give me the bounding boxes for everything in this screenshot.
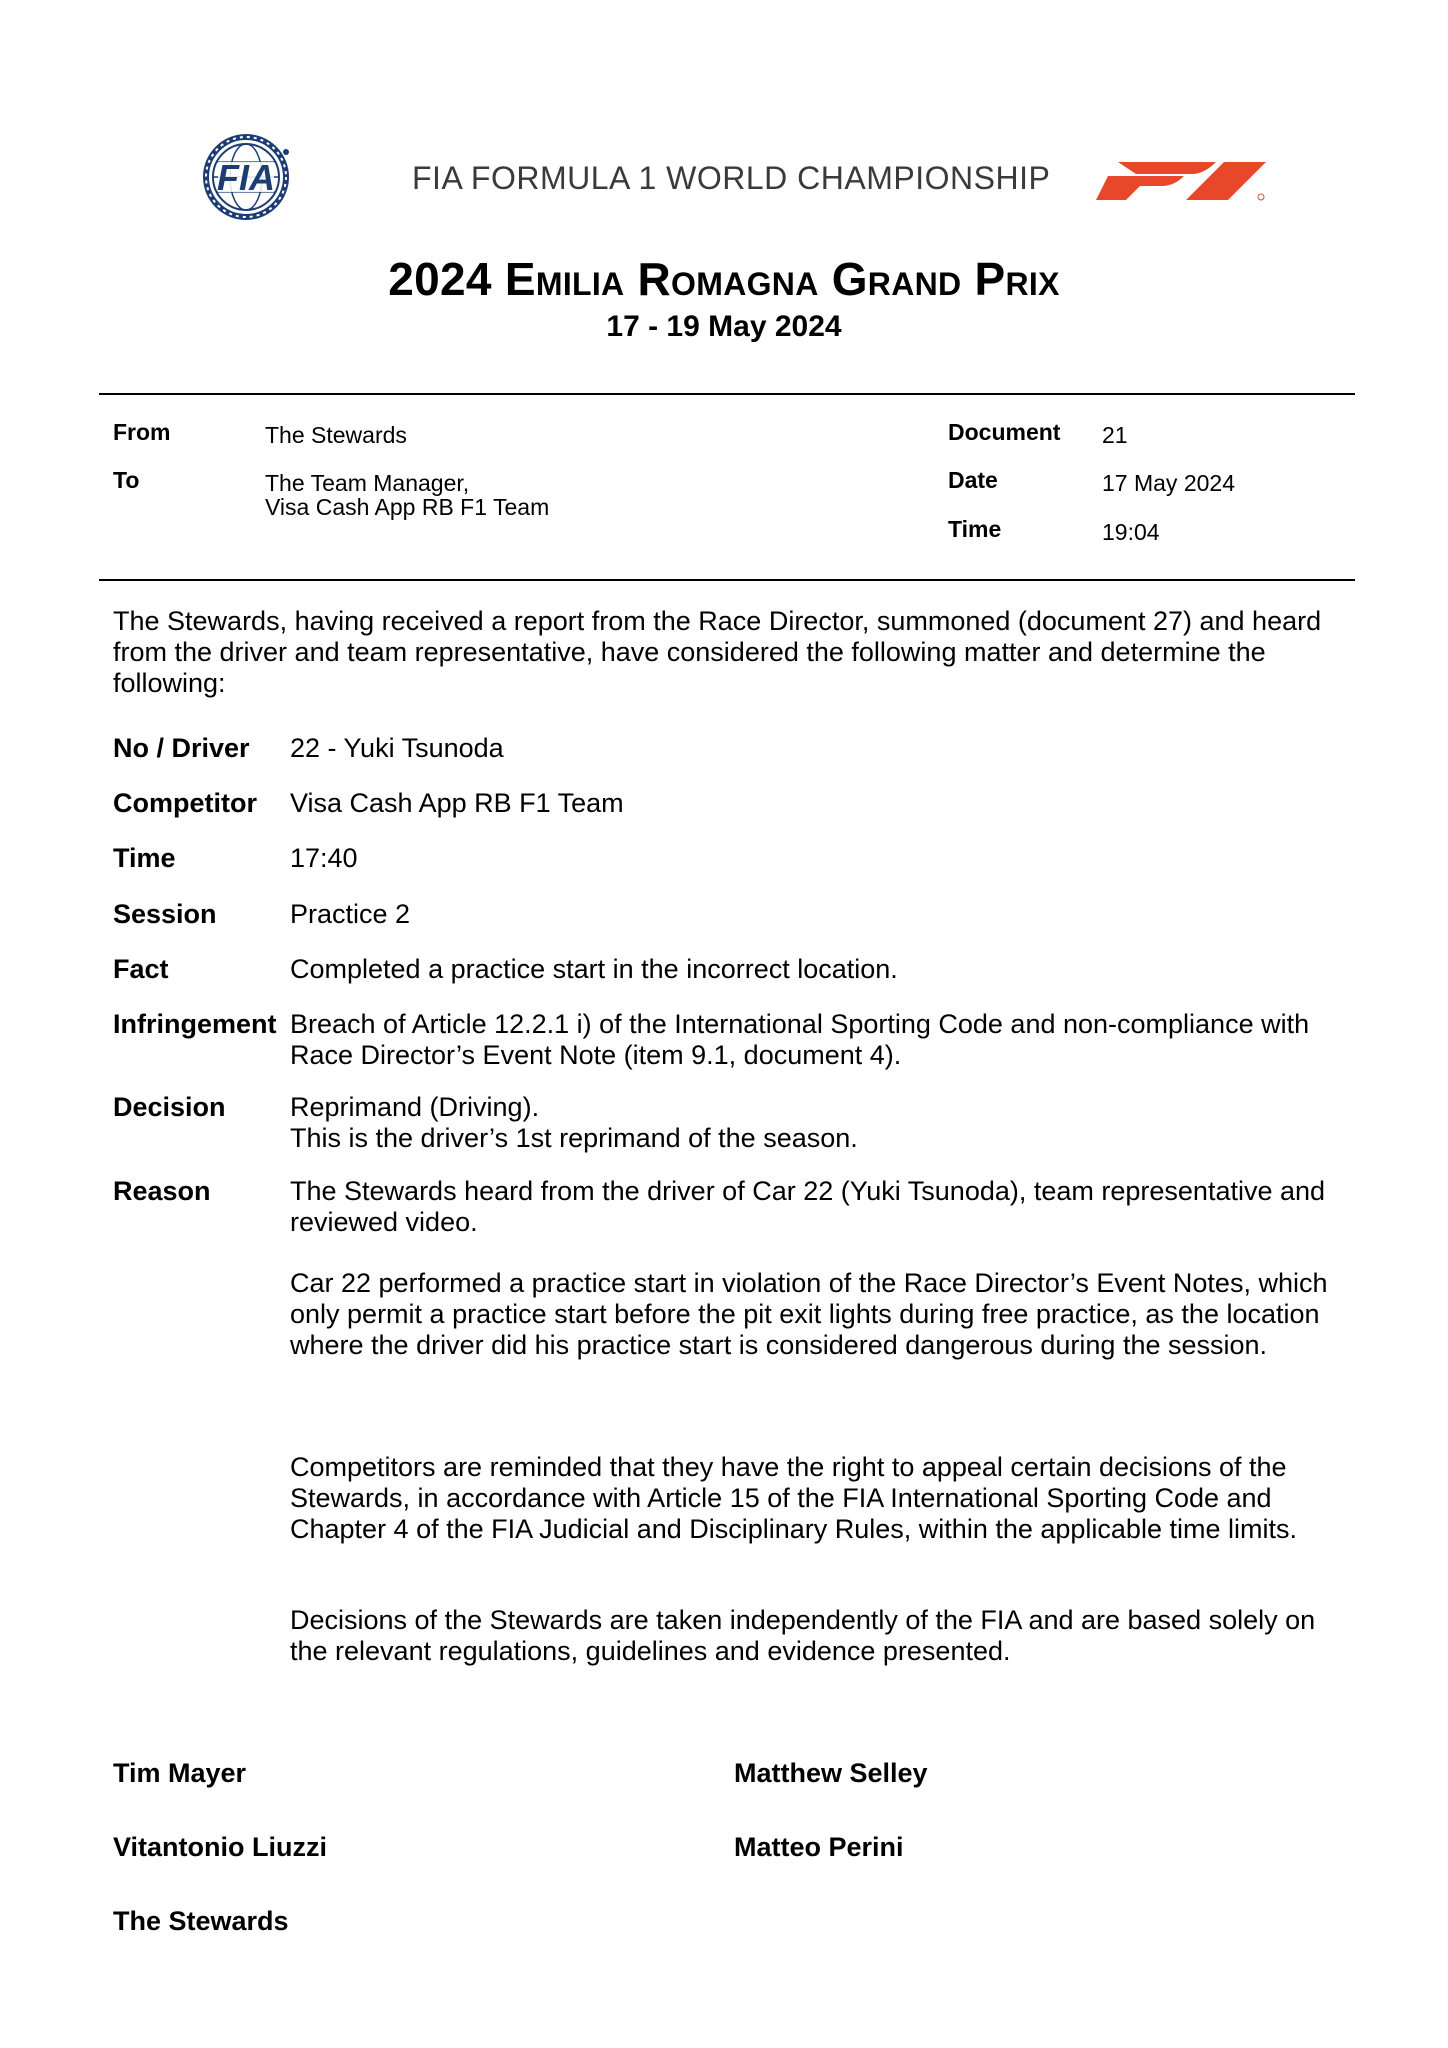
infringement-label: Infringement [113,1009,277,1039]
decision-value-line2: This is the driver’s 1st reprimand of the season. [290,1123,858,1153]
infringement-value: Breach of Article 12.2.1 i) of the International Sporting Code and non-compliance with Race Director’s Event Note (item 9.1, document 4). [290,1009,1310,1070]
fia-globe-icon [186,132,312,222]
independence-note: Decisions of the Stewards are taken independently of the FIA and are based solely on the relevant regulations, guidelines and evidence presented. [290,1605,1316,1666]
header-divider-bottom [99,579,1355,581]
date-value: 17 May 2024 [1102,470,1235,496]
document-number: 21 [1102,422,1128,448]
competitor-label: Competitor [113,788,257,818]
reason-paragraph-1: The Stewards heard from the driver of Car 22 (Yuki Tsunoda), team representative and reviewed video. [290,1176,1326,1237]
f1-logo [1096,152,1276,206]
incident-time-label: Time [113,843,176,873]
from-label: From [113,419,171,445]
reason-paragraph-2: Car 22 performed a practice start in violation of the Race Director’s Event Notes, which only permit a practice start before the pit exit lights during free practice, as the location where the driver did his practice start is considered dangerous during the session. [290,1268,1328,1360]
event-title: 2024 Emilia Romagna Grand Prix [388,253,1060,305]
time-label: Time [948,516,1002,542]
fact-value: Completed a practice start in the incorrect location. [290,954,898,984]
stewards-closing: The Stewards [113,1906,289,1936]
intro-paragraph: The Stewards, having received a report from the Race Director, summoned (document 27) and heard from the driver and team representative, have considered the following matter and determine the following: [113,606,1322,698]
decision-label: Decision [113,1092,226,1122]
f1-logo-icon [1096,152,1276,206]
incident-time-value: 17:40 [290,843,358,873]
reason-label: Reason [113,1176,211,1206]
time-value: 19:04 [1102,519,1160,545]
svg-text:FIA: FIA [217,157,275,198]
driver-label: No / Driver [113,733,250,763]
steward-name: Tim Mayer [113,1758,247,1788]
competitor-value: Visa Cash App RB F1 Team [290,788,624,818]
document-label: Document [948,419,1061,445]
to-value-line1: The Team Manager, [265,470,470,496]
fia-logo [186,132,312,222]
steward-name: Matthew Selley [734,1758,928,1788]
to-value-line2: Visa Cash App RB F1 Team [265,494,550,520]
appeal-note: Competitors are reminded that they have the right to appeal certain decisions of the Stewards, in accordance with Article 15 of the FIA International Sporting Code and Chapter 4 of the FIA Judicial and Disciplinary Rules, within the applicable time limits. [290,1452,1297,1544]
steward-name: Vitantonio Liuzzi [113,1832,327,1862]
decision-value-line1: Reprimand (Driving). [290,1092,540,1122]
date-label: Date [948,467,998,493]
championship-title: FIA FORMULA 1 WORLD CHAMPIONSHIP [412,160,1051,196]
session-label: Session [113,899,217,929]
from-value: The Stewards [265,422,407,448]
event-dates: 17 - 19 May 2024 [606,310,842,343]
to-label: To [113,467,140,493]
steward-name: Matteo Perini [734,1832,904,1862]
driver-value: 22 - Yuki Tsunoda [290,733,504,763]
session-value: Practice 2 [290,899,411,929]
header-divider-top [99,393,1355,395]
fact-label: Fact [113,954,169,984]
